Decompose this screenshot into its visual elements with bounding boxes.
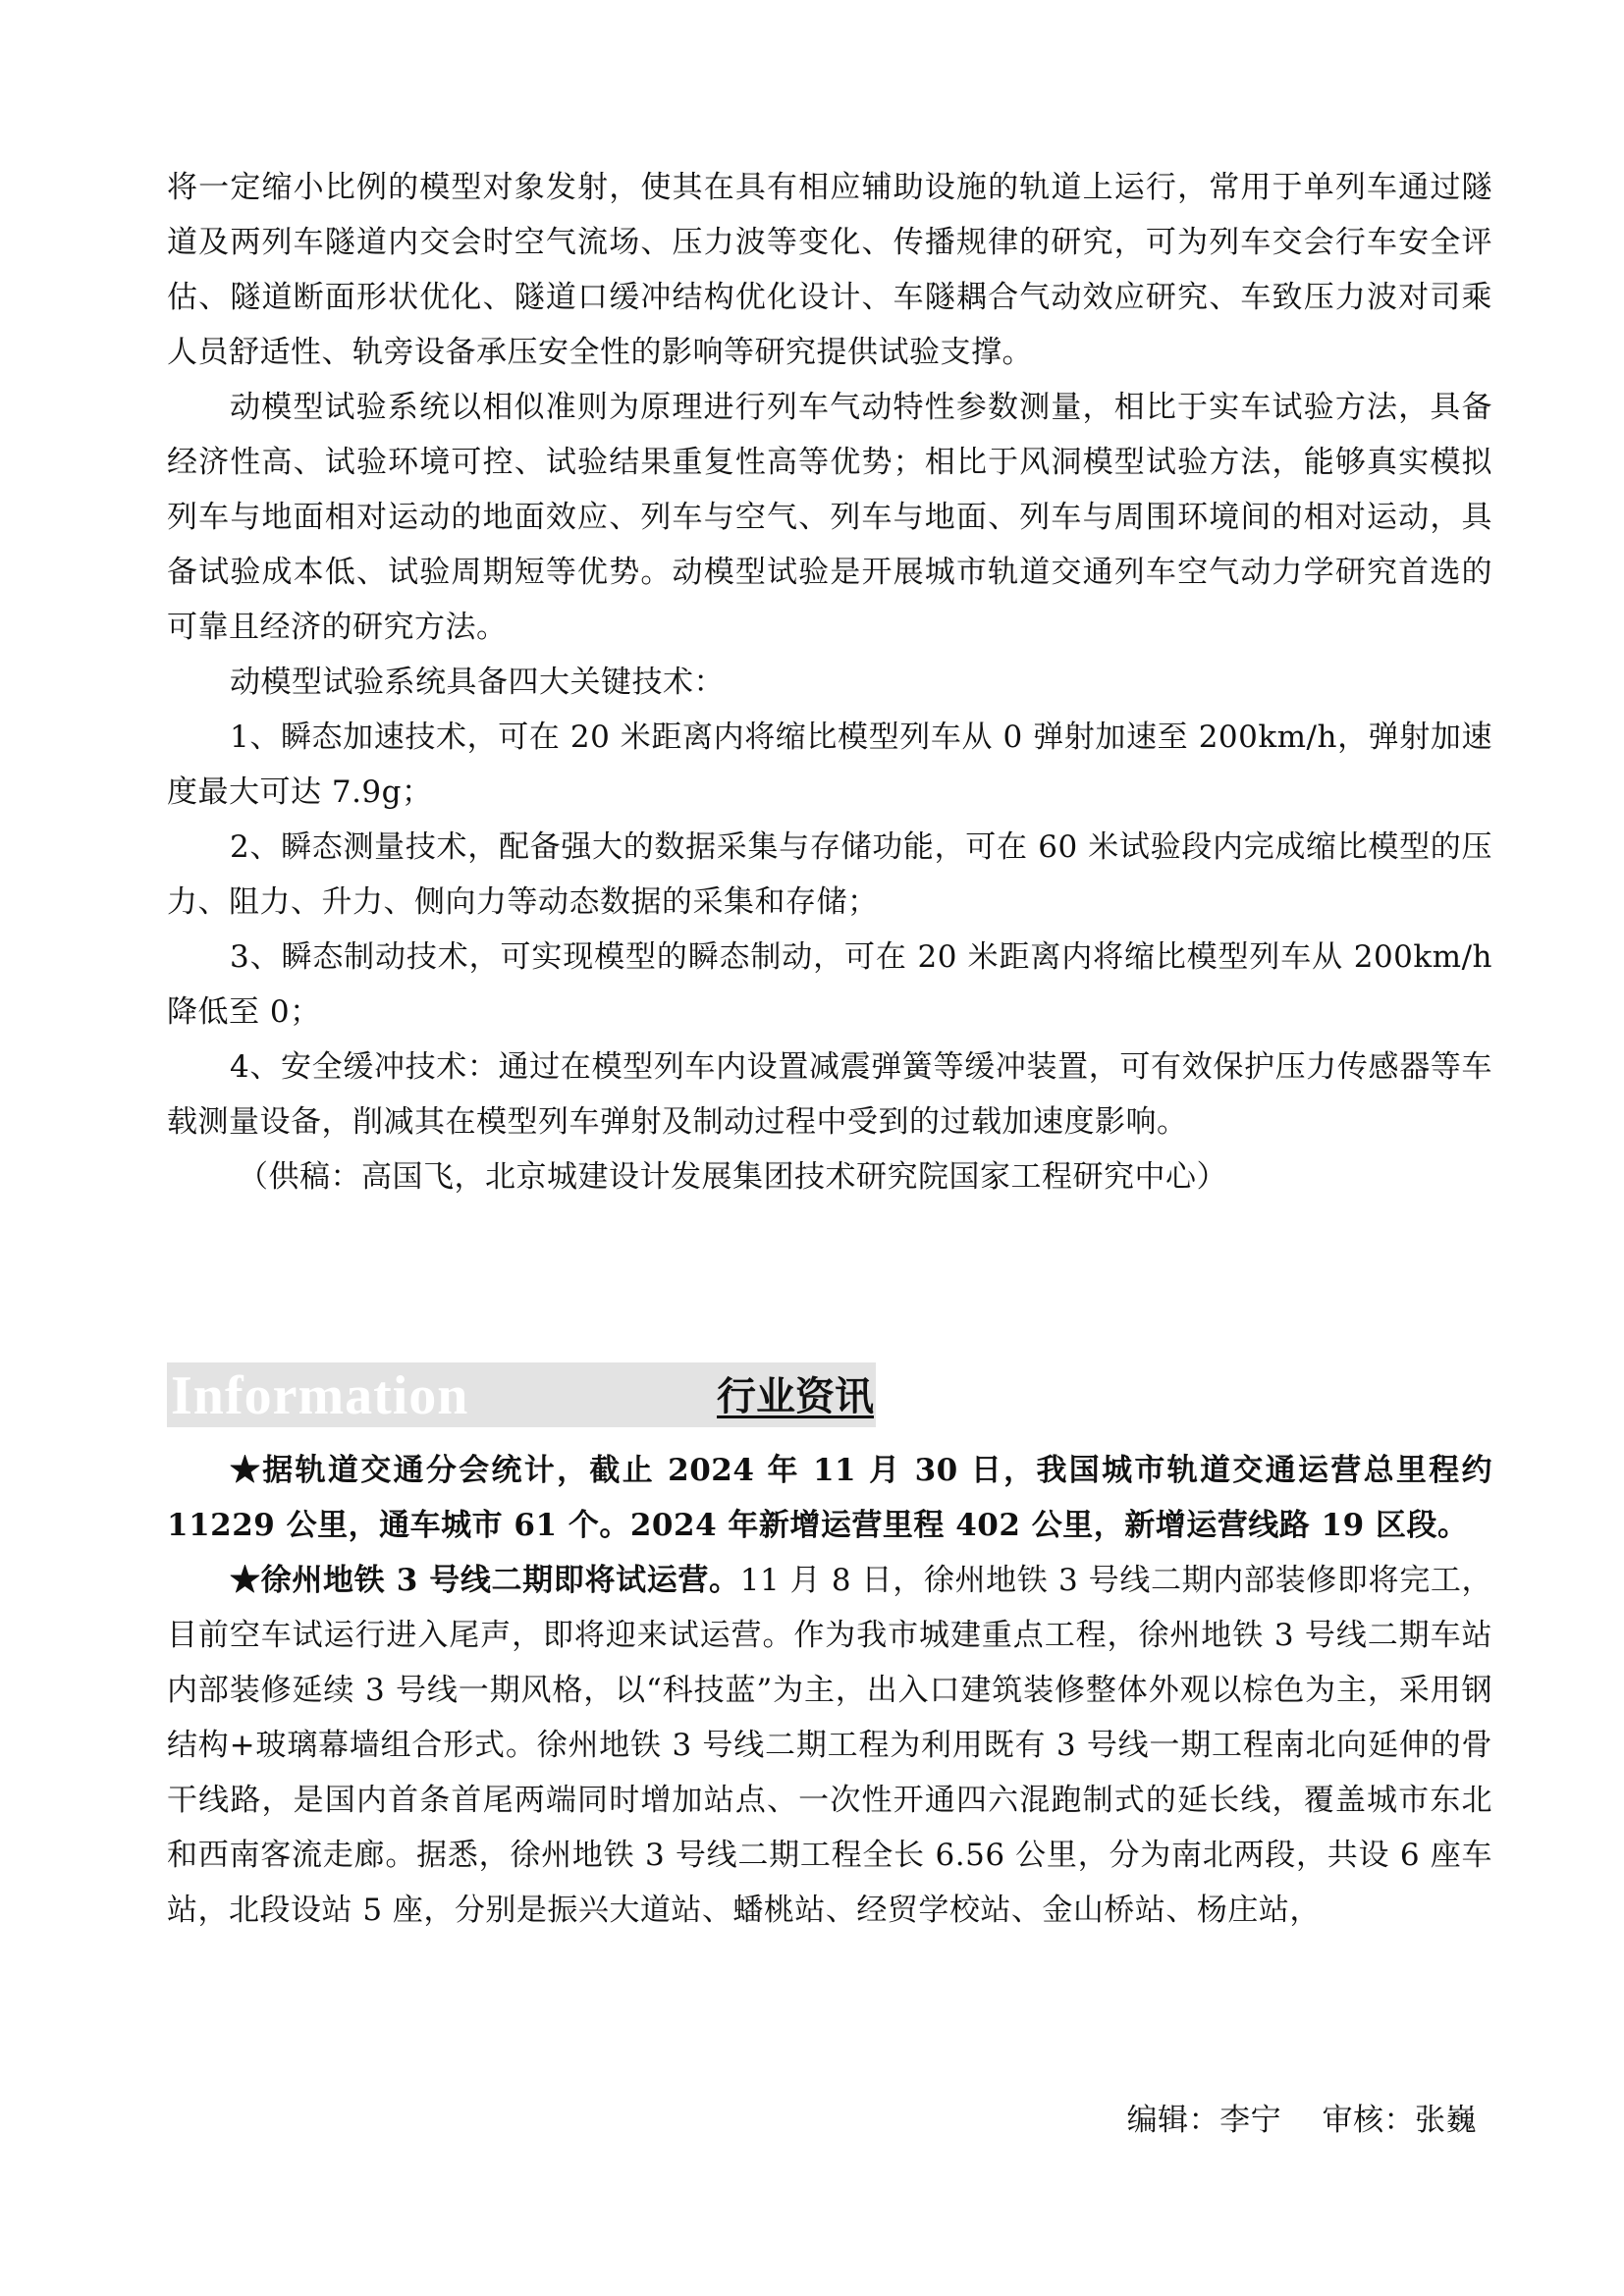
news-item-2 [167, 1553, 1492, 1938]
news-item-1: ★据轨道交通分会统计，截止 2024 年 11 月 30 日，我国城市轨道交通运营总里程约 11229 公里，通车城市 61 个。2024 年新增运营里程 402 公里，新增运营线路 19 区段。 [167, 1453, 1492, 1543]
news-item-2-headline: ★徐州地铁 3 号线二期即将试运营。 [230, 1563, 740, 1598]
news-section [167, 1443, 1492, 1938]
section-banner [167, 1362, 876, 1427]
tech-item-4: 4、安全缓冲技术：通过在模型列车内设置减震弹簧等缓冲装置，可有效保护压力传感器等车载测量设备，削减其在模型列车弹射及制动过程中受到的过载加速度影响。 [167, 1049, 1492, 1140]
tech-heading: 动模型试验系统具备四大关键技术： [230, 665, 725, 700]
tech-item-3: 3、瞬态制动技术，可实现模型的瞬态制动，可在 20 米距离内将缩比模型列车从 200km/h 降低至 0； [167, 939, 1492, 1030]
intro-continuation-paragraph: 将一定缩小比例的模型对象发射，使其在具有相应辅助设施的轨道上运行，常用于单列车通过隧道及两列车隧道内交会时空气流场、压力波等变化、传播规律的研究，可为列车交会行车安全评估、隧道断面形状优化、隧道口缓冲结构优化设计、车隧耦合气动效应研究、车致压力波对司乘人员舒适性、轨旁设备承压安全性的影响等研究提供试验支撑。 [167, 170, 1492, 370]
banner-section-title: 行业资讯 [717, 1374, 874, 1419]
tech-item-2: 2、瞬态测量技术，配备强大的数据采集与存储功能，可在 60 米试验段内完成缩比模型的压力、阻力、升力、侧向力等动态数据的采集和存储； [167, 829, 1492, 920]
news-item-2-body: 11 月 8 日，徐州地铁 3 号线二期内部装修即将完工，目前空车试运行进入尾声，即将迎来试运营。作为我市城建重点工程，徐州地铁 3 号线二期车站内部装修延续 3 号线一期风格，以“科技蓝”为主，出入口建筑装修整体外观以棕色为主，采用钢结构+玻璃幕墙组合形式。徐州地铁 3 号线二期工程为利用既有 3 号线一期工程南北向延伸的骨干线路，是国内首条首尾两端同时增加站点、一次性开通四六混跑制式的延长线，覆盖城市东北和西南客流走廊。据悉，徐州地铁 3 号线二期工程全长 6.56 公里，分为南北两段，共设 6 座车站，北段设站 5 座，分别是振兴大道站、蟠桃站、经贸学校站、金山桥站、杨庄站， [167, 1563, 1492, 1928]
intro-section [167, 160, 1492, 1204]
footer [1127, 2101, 1477, 2140]
tech-item-1: 1、瞬态加速技术，可在 20 米距离内将缩比模型列车从 0 弹射加速至 200km/h，弹射加速度最大可达 7.9g； [167, 720, 1492, 810]
banner-information-word: Information [171, 1365, 469, 1426]
credit-line: （供稿：高国飞，北京城建设计发展集团技术研究院国家工程研究中心） [238, 1159, 1227, 1195]
footer-editor: 编辑：李宁 [1126, 2103, 1282, 2138]
advantages-paragraph: 动模型试验系统以相似准则为原理进行列车气动特性参数测量，相比于实车试验方法，具备经济性高、试验环境可控、试验结果重复性高等优势；相比于风洞模型试验方法，能够真实模拟列车与地面相对运动的地面效应、列车与空气、列车与地面、列车与周围环境间的相对运动，具备试验成本低、试验周期短等优势。动模型试验是开展城市轨道交通列车空气动力学研究首选的可靠且经济的研究方法。 [167, 390, 1492, 645]
footer-reviewer: 审核：张巍 [1322, 2103, 1477, 2138]
